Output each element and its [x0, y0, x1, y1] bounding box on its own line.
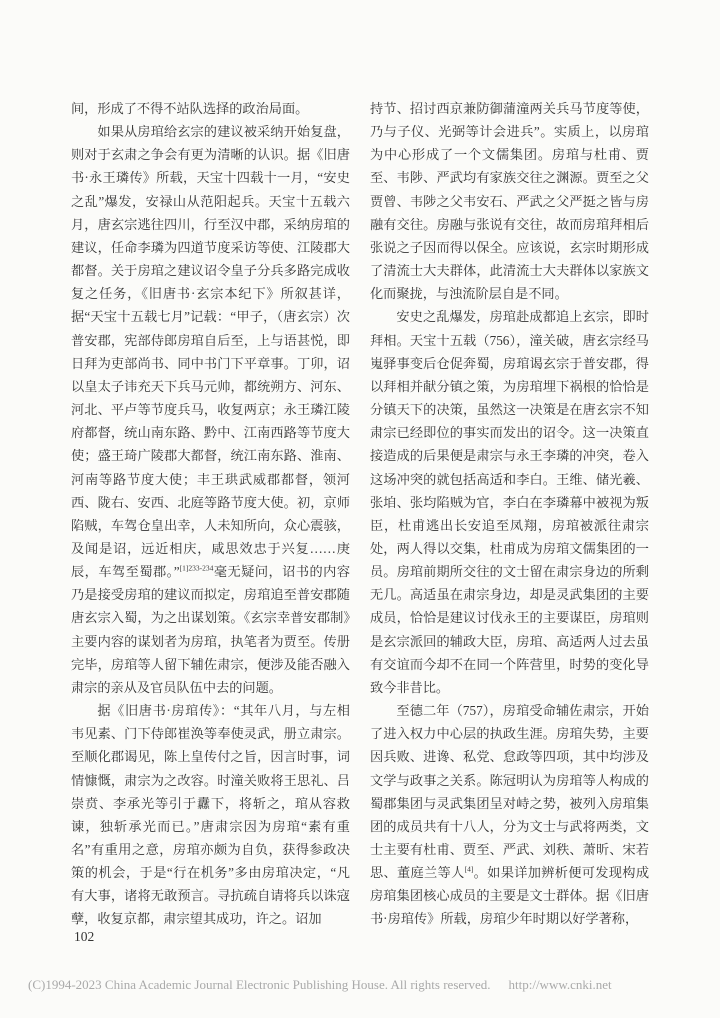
footer-url: http://www.cnki.net — [508, 977, 612, 992]
paragraph: 安史之乱爆发，房琯赴成都追上玄宗，即时拜相。天宝十五载（756），潼关破，唐玄宗经马嵬驿事变后仓促奔蜀，房琯谒玄宗于普安郡，得以拜相并献分镇之策，为房琯埋下祸根的恰恰是分镇天下的决策，虽然这一决策是在唐玄宗不知肃宗已经即位的事实而发出的诏令。这一决策直接造成的后果便是肃宗与永王李璘的冲突，卷入这场冲突的就包括高适和李白。王维、储光羲、张垍、张均陷贼为官，李白在李璘幕中被视为叛臣，杜甫逃出长安追至凤翔，房琯被派往肃宗处，两人得以交集，杜甫成为房琯文儒集团的一员。房琯前期所交往的文士留在肃宗身边的所剩无几。高适虽在肃宗身边，却是灵武集团的主要成员，恰恰是建议讨伐永王的主要谋臣，房琯则是玄宗派回的辅政大臣，房琯、高适两人过去虽有交谊而今却不在同一个阵营里，时势的变化导致今非昔比。 — [370, 309, 649, 695]
page-number: 102 — [74, 929, 95, 944]
paragraph: 至德二年（757），房琯受命辅佐肃宗，开始了进入权力中心层的执政生涯。房琯失势，主要因兵败、进谗、私党、怠政等四项，其中均涉及文学与政事之关系。陈冠明认为房琯等人构成的蜀郡集团与灵武集团呈对峙之势，被列入房琯集团的成员共有十八人，分为文士与武将两类，文士主要有杜甫、贾至、严武、刘秩、萧昕、宋若思、董庭兰等人[4]。如果详加辨析便可发现构成房琯集团核心成员的主要是文士群体。据《旧唐书·房琯传》所载，房琯少年时期以好学著称， — [370, 703, 650, 927]
text-column-right — [370, 97, 649, 935]
footer — [28, 977, 612, 993]
paragraph: 持节、招讨西京兼防御蒲潼两关兵马节度等使，乃与子仪、光弼等计会进兵”。实质上，以房琯为中心形成了一个文儒集团。房琯与杜甫、贾至、韦陟、严武均有家族交往之渊源。贾至之父贾曾、韦陟之父韦安石、严武之父严挺之皆与房融有交往。房融与张说有交往，故而房琯拜相后张说之子因而得以保全。应该说，玄宗时期形成了清流士大夫群体，此清流士大夫群体以家族文化而聚拢，与浊流阶层自是不同。 — [370, 101, 649, 302]
citation-marker: [1]233-234 — [179, 563, 214, 573]
text-column-left — [71, 97, 350, 935]
citation-marker: [4] — [464, 864, 474, 874]
paragraph: 据《旧唐书·房琯传》：“其年八月，与左相韦见素、门下侍郎崔涣等奉使灵武，册立肃宗。至顺化郡谒见，陈上皇传付之旨，因言时事，词情慷慨，肃宗为之改容。时潼关败将王思礼、吕崇贲、李承光等引于纛下，将斩之，琯从容救谏，独斩承光而已。”唐肃宗因为房琯“素有重名”有重用之意，房琯亦颇为自负，获得参政决策的机会，于是“行在机务”多由房琯决定，“凡有大事，诸将无敢预言。寻抗疏自请将兵以诛寇孽，收复京都，肃宗望其成功，许之。诏加 — [71, 703, 350, 927]
paragraph: 如果从房琯给玄宗的建议被采纳开始复盘，则对于玄肃之争会有更为清晰的认识。据《旧唐书·永王璘传》所载，天宝十四载十一月，“安史之乱”爆发，安禄山从范阳起兵。天宝十五载六月，唐玄宗逃往四川，行至汉中郡，采纳房琯的建议，任命李璘为四道节度采访等使、江陵郡大都督。关于房琯之建议诏令皇子分兵多路完成收复之任务，《旧唐书·玄宗本纪下》所叙甚详，据“天宝十五载七月”记载：“甲子，（唐玄宗）次普安郡，宪部侍郎房琯自后至，上与语甚悦，即日拜为吏部尚书、同中书门下平章事。丁卯，诏以皇太子讳充天下兵马元帅，都统朔方、河东、河北、平卢等节度兵马，收复两京；永王璘江陵府都督，统山南东路、黔中、江南西路等节度大使；盛王琦广陵郡大都督，统江南东路、淮南、河南等路节度大使；丰王珙武威郡都督，领河西、陇右、安西、北庭等路节度大使。初，京师陷贼，车驾仓皇出幸，人未知所向，众心震骇，及闻是诏，远近相庆，咸思效忠于兴复……庚辰，车驾至蜀郡。”$^{[1]233-234}$毫无疑问，诏书的内容乃是接受房琯的建议而拟定，房琯追至普安郡随唐玄宗入蜀，为之出谋划策。《玄宗幸普安郡制》主要内容的谋划者为房琯，执笔者为贾至。传册完毕，房琯等人留下辅佐肃宗，便涉及能否融入肃宗的亲从及官员队伍中去的问题。 — [71, 124, 351, 695]
paragraph: 间，形成了不得不站队选择的政治局面。 — [71, 101, 309, 116]
footer-copyright: (C)1994-2023 China Academic Journal Electronic Publishing House. All rights reserved. — [28, 977, 491, 992]
